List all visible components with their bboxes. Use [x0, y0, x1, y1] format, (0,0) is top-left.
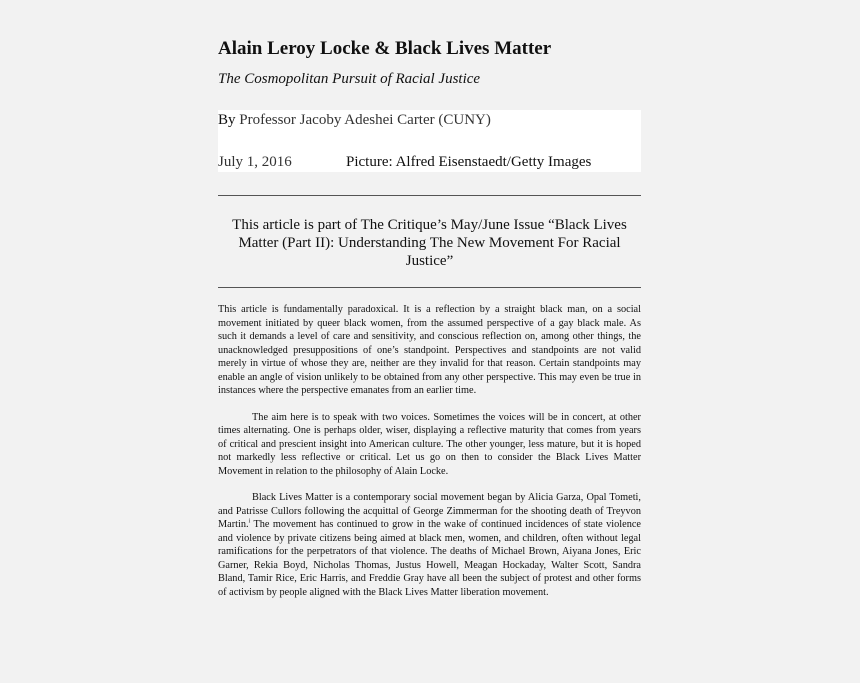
dateline	[218, 154, 591, 171]
article-title: Alain Leroy Locke & Black Lives Matter	[218, 38, 552, 59]
paragraph-3-part-1: Black Lives Matter is a contemporary social movement began by Alicia Garza, Opal Tometi, and Patrisse Cullors following the acquittal of George Zimmerman for the shooting death of Treyvon Martin.	[218, 492, 641, 530]
byline-prefix: By	[218, 112, 236, 128]
paragraph-3-part-2: The movement has continued to grow in the wake of continued incidences of state violence and violence by private citizens being aimed at black men, women, and children, often without legal ramifications for the perpetrators of that violence. The deaths of Michael Brown, Aiyana Jones, Eric Garner, Rekia Boyd, Nicholas Thomas, Justus Howell, Meagan Hockaday, Walter Scott, Sandra Bland, Tamir Rice, Eric Harris, and Freddie Gray have all been the subject of protest and other forms of activism by people aligned with the Black Lives Matter liberation movement.	[218, 519, 642, 598]
article-body	[218, 303, 641, 612]
article-subtitle: The Cosmopolitan Pursuit of Racial Justice	[218, 71, 481, 87]
paragraph-1: This article is fundamentally paradoxical. It is a reflection by a straight black man, on a social movement initiated by queer black women, from the assumed perspective of a gay black male. As such it demands a level of care and sensitivity, and conscious reflection on, among other things, the unacknowledged presuppositions of one’s standpoint. Perspectives and standpoints are not valid merely in virtue of whose they are, neither are they invalid for that reason. Certain standpoints may enable an angle of vision unlikely to be obtained from any other perspective. This may even be true in instances where the perspective emanates from an earlier time.	[218, 304, 641, 396]
footnote-marker[interactable]: i	[248, 518, 251, 525]
divider-bottom	[218, 287, 641, 288]
paragraph-3	[218, 491, 641, 599]
picture-credit: Picture: Alfred Eisenstaedt/Getty Images	[346, 154, 592, 170]
paragraph-2: The aim here is to speak with two voices. Sometimes the voices will be in concert, at other times alternating. One is perhaps older, wiser, displaying a reflective maturity that comes from years of critical and prescient insight into American culture. The other younger, less mature, but it is hoped not markedly less reflective or critical. Let us go on then to consider the Black Lives Matter Movement in relation to the philosophy of Alain Locke.	[218, 411, 641, 477]
divider-top	[218, 195, 641, 196]
byline	[218, 112, 491, 129]
author-name: Professor Jacoby Adeshei Carter (CUNY)	[239, 112, 491, 128]
publish-date: July 1, 2016	[218, 154, 292, 170]
issue-note: This article is part of The Critique’s May/June Issue “Black Lives Matter (Part II): Understanding The New Movement For Racial Justice”	[232, 217, 627, 269]
